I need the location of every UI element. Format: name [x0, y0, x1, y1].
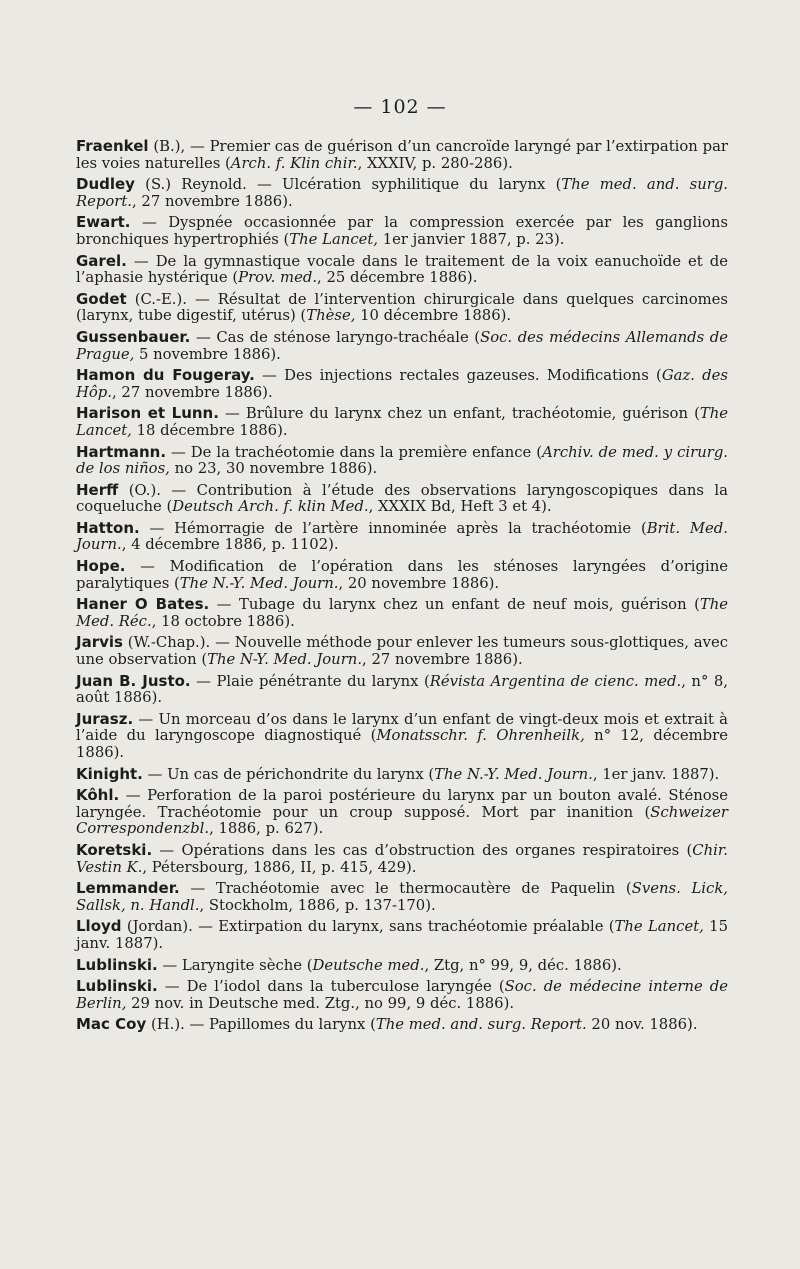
entry-source: The N.-Y. Med. Journ.: [434, 765, 593, 783]
entry-author: Haner O Bates.: [76, 595, 210, 614]
entry-author: Juan B. Justo.: [76, 671, 191, 690]
bibliography-entry: [76, 444, 728, 478]
entry-source: The Lancet,: [614, 918, 704, 936]
entry-author: Kinight.: [76, 764, 143, 783]
entry-text: 29 nov. in Deutsche med. Ztg., no 99, 9 déc. 1886).: [126, 994, 515, 1012]
bibliography-entry: [76, 138, 728, 172]
bibliography-entry: [76, 880, 728, 914]
entry-text: (O.). — Contribution à l’étude des observations laryngoscopiques dans la coqueluche (: [76, 481, 728, 516]
entry-text: (C.-E.). — Résultat de l’intervention chirurgicale dans quelques carcinomes (larynx, tube digestif, utérus) (: [76, 290, 728, 325]
bibliography-entry: [76, 367, 728, 401]
entry-text: , n° 8, août 1886).: [76, 672, 728, 707]
bibliography-entry: [76, 482, 728, 516]
entry-source: Deutsch Arch. f. klin Med.: [172, 498, 369, 516]
entry-text: — Plaie pénétrante du larynx (: [190, 672, 430, 690]
bibliography-entry: [76, 596, 728, 630]
bibliography-entry: [76, 978, 728, 1012]
entry-text: , XXXIV, p. 280-286).: [357, 154, 513, 172]
bibliography-entry: [76, 176, 728, 210]
entry-source: Arch. f. Klin chir.: [230, 154, 358, 172]
entry-text: (H.). — Papillomes du larynx (: [146, 1016, 376, 1034]
entry-text: — Opérations dans les cas d’obstruction des organes respiratoires (: [152, 841, 693, 859]
entry-author: Hamon du Fougeray.: [76, 366, 255, 385]
entry-source: Brit. Med. Journ.: [76, 519, 728, 554]
entry-source: The Lancet,: [76, 405, 728, 439]
entry-text: , Stockholm, 1886, p. 137-170).: [199, 896, 436, 914]
entry-author: Lemmander.: [76, 879, 180, 898]
entry-author: Mac Coy: [76, 1015, 147, 1034]
entry-author: Jarvis: [76, 633, 123, 652]
entry-text: , XXXIX Bd, Heft 3 et 4).: [368, 498, 552, 516]
entry-text: (S.) Reynold. — Ulcération syphilitique du larynx (: [134, 176, 562, 194]
entry-author: Hatton.: [76, 518, 140, 537]
entry-text: , 20 novembre 1886).: [338, 574, 500, 592]
entry-text: — Laryngite sèche (: [157, 956, 313, 974]
entry-text: — Hémorragie de l’artère innominée après la trachéotomie (: [139, 519, 647, 537]
entry-text: , 27 novembre 1886).: [112, 383, 273, 401]
entry-text: , 4 décembre 1886, p. 1102).: [121, 536, 339, 554]
entry-source: Soc. des médecins Allemands de Prague,: [76, 328, 729, 363]
bibliography-entry: [76, 329, 728, 363]
entry-text: (Jordan). — Extirpation du larynx, sans trachéotomie préalable (: [121, 918, 615, 936]
entry-text: — Tubage du larynx chez un enfant de neuf mois, guérison (: [209, 596, 700, 614]
bibliography-entry: [76, 405, 728, 439]
entry-text: , 27 novembre 1886).: [362, 651, 523, 669]
entry-text: , 18 octobre 1886).: [151, 612, 295, 630]
entry-author: Herff: [76, 480, 119, 499]
entry-author: Lloyd: [76, 917, 122, 936]
bibliography-entry: [76, 520, 728, 554]
entry-author: Koretski.: [76, 840, 153, 859]
page-number: — 102 —: [353, 96, 447, 118]
entry-text: , 1er janv. 1887).: [592, 765, 720, 783]
bibliography-entry: [76, 253, 728, 287]
entry-text: — De la trachéotomie dans la première enfance (: [166, 443, 543, 461]
entry-text: 1er janvier 1887, p. 23).: [378, 230, 565, 248]
entry-text: , 27 novembre 1886).: [132, 192, 293, 210]
entry-source: The N-Y. Med. Journ.: [207, 651, 363, 669]
entry-author: Garel.: [76, 251, 127, 270]
entry-author: Lublinski.: [76, 955, 158, 974]
entry-text: , Pétersbourg, 1886, II, p. 415, 429).: [142, 858, 417, 876]
entry-author: Lublinski.: [76, 977, 158, 996]
bibliography-entry: [76, 558, 728, 592]
bibliography-entry: [76, 711, 728, 762]
entry-text: 20 nov. 1886).: [586, 1016, 698, 1034]
entry-source: The Lancet,: [289, 230, 379, 248]
entry-author: Dudley: [76, 175, 135, 194]
entry-text: — Dyspnée occasionnée par la compression exercée par les ganglions bronchiques hypertrophiés (: [76, 214, 728, 248]
entry-source: The Med. Réc.: [76, 596, 729, 630]
entry-text: , 1886, p. 627).: [209, 820, 324, 838]
entry-text: — Un cas de périchondrite du larynx (: [142, 765, 435, 783]
entry-source: The med. and. surg. Report.: [76, 176, 728, 210]
entry-author: Godet: [76, 289, 127, 308]
entry-source: Deutsche med.: [312, 956, 425, 974]
entry-author: Hope.: [76, 557, 126, 576]
entry-source: Chir. Vestin K.: [76, 841, 728, 876]
entry-text: 15 janv. 1887).: [76, 918, 728, 952]
entry-text: — De l’iodol dans la tuberculose laryngée (: [157, 978, 505, 996]
entry-text: 5 novembre 1886).: [134, 345, 281, 363]
entry-source: The N.-Y. Med. Journ.: [179, 574, 339, 592]
entry-text: — Un morceau d’os dans le larynx d’un enfant de vingt-deux mois et extrait à l’aide du laryngoscope diagnostiqué (: [76, 710, 728, 745]
bibliography-entry: [76, 214, 728, 248]
entry-source: Schweizer Correspondenzbl.: [76, 803, 728, 838]
entry-text: — Cas de sténose laryngo-trachéale (: [190, 328, 481, 346]
bibliography-entry: [76, 634, 728, 668]
entry-text: — Modification de l’opération dans les sténoses laryngées d’origine paralytiques (: [76, 558, 728, 592]
bibliography-entry: [76, 842, 728, 876]
entry-text: n° 12, décembre 1886).: [76, 727, 728, 761]
entry-text: — De la gymnastique vocale dans le traitement de la voix eanuchoïde et de l’aphasie hystérique (: [76, 252, 728, 287]
entry-text: — Perforation de la paroi postérieure du larynx par un bouton avalé. Sténose laryngée. Trachéotomie pour un croup supposé. Mort par inanition (: [76, 787, 728, 821]
bibliography-entry: [76, 957, 728, 975]
entry-text: — Trachéotomie avec le thermocautère de Paquelin (: [179, 880, 632, 898]
bibliography-entry: [76, 766, 728, 784]
entry-source: Prov. med.: [238, 269, 318, 287]
entry-author: Hartmann.: [76, 442, 167, 461]
entry-source: Archiv. de med. y cirurg. de los niños,: [76, 443, 728, 478]
entry-text: no 23, 30 novembre 1886).: [169, 460, 378, 478]
entry-source: Thèse,: [306, 307, 356, 325]
entry-author: Gussenbauer.: [76, 327, 191, 346]
bibliography-list: [76, 138, 728, 1038]
entry-source: The med. and. surg. Report.: [375, 1016, 587, 1034]
entry-source: Révista Argentina de cienc. med.: [429, 672, 682, 690]
entry-source: Svens. Lick, Sallsk, n. Handl.: [76, 880, 728, 914]
entry-text: (B.), — Premier cas de guérison d’un cancroïde laryngé par l’extirpation par les voies naturelles (: [76, 138, 728, 172]
bibliography-entry: [76, 1016, 728, 1034]
bibliography-entry: [76, 787, 728, 838]
entry-source: Monatsschr. f. Ohrenheilk,: [376, 727, 585, 745]
entry-source: Soc. de médecine interne de Berlin,: [76, 978, 728, 1012]
bibliography-entry: [76, 291, 728, 325]
entry-author: Jurasz.: [76, 709, 134, 728]
entry-text: 10 décembre 1886).: [355, 307, 512, 325]
entry-author: Fraenkel: [76, 137, 149, 155]
bibliography-entry: [76, 673, 728, 707]
entry-source: Gaz. des Hôp.: [76, 367, 729, 401]
entry-text: , 25 décembre 1886).: [317, 269, 478, 287]
entry-text: — Des injections rectales gazeuses. Modifications (: [254, 367, 662, 385]
entry-text: (W.-Chap.). — Nouvelle méthode pour enlever les tumeurs sous-glottiques, avec une observation (: [76, 634, 728, 669]
entry-text: — Brûlure du larynx chez un enfant, trachéotomie, guérison (: [218, 405, 700, 423]
bibliography-entry: [76, 918, 728, 952]
entry-author: Kôhl.: [76, 786, 120, 805]
entry-author: Ewart.: [76, 213, 131, 232]
entry-text: 18 décembre 1886).: [131, 421, 288, 439]
entry-author: Harison et Lunn.: [76, 404, 219, 423]
entry-text: , Ztg, n° 99, 9, déc. 1886).: [424, 956, 622, 974]
